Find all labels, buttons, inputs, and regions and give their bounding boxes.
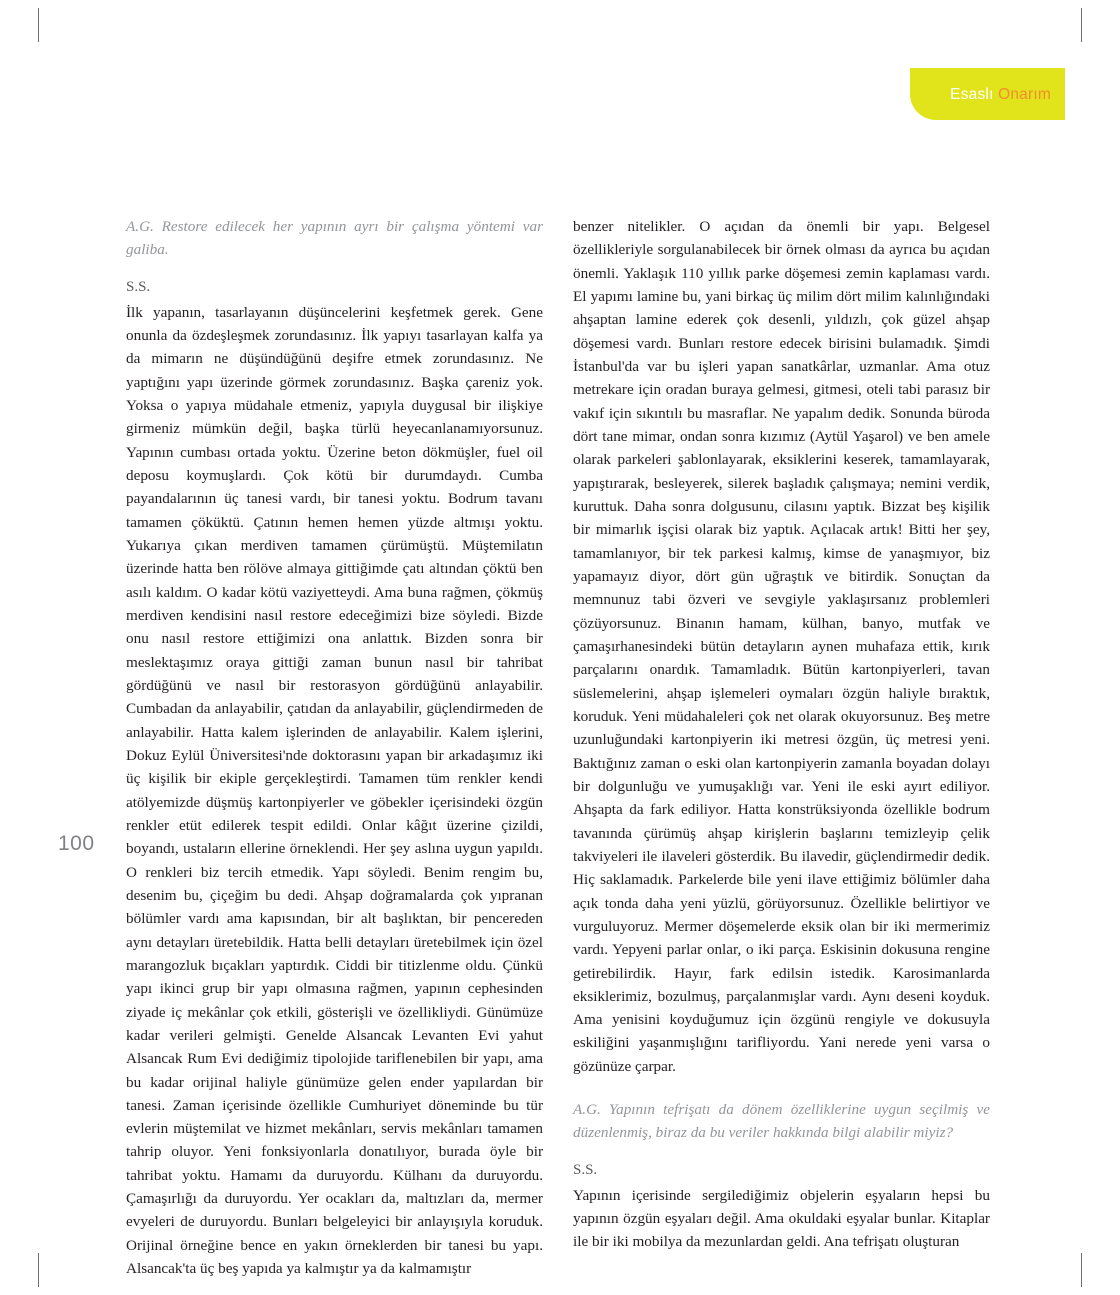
section-badge-label (910, 86, 1051, 104)
left-text-column (126, 215, 543, 1280)
interviewer-question-right: A.G. Yapının tefrişatı da dönem özelliklerine uygun seçilmiş ve düzenlenmiş, biraz da bu veriler hakkında bilgi alabilir miyiz? (573, 1101, 990, 1142)
crop-mark-top-left (38, 8, 39, 42)
body-paragraph-left: İlk yapanın, tasarlayanın düşüncelerini keşfetmek gerek. Gene onunla da özdeşleşmek zorundasınız. İlk yapıyı tasarlayan kalfa ya da mimarın ne düşündüğünü deşifre etmek zorundasınız. Ne yaptığını yapı üzerinde görmek zorundasınız. Başka çareniz yok. Yoksa o yapıya müdahale etmeniz, yapıyla duygusal bir ilişkiye girmeniz mümkün değil, başka türlü heyecanlanamıyorsunuz. Yapının cumbası ortada yoktu. Üzerine beton dökmüşler, fuel oil deposu koymuşlardı. Çok kötü bir durumdaydı. Cumba payandalarının üç tanesi vardı, bir tanesi yoktu. Bodrum tavanı tamamen çöküktü. Çatının hemen hemen yüzde altmışı yoktu. Yukarıya çıkan merdiven tamamen çürümüştü. Müştemilatın üzerinde hatta ben rölöve almaya gittiğimde çatı altından çöktü ben asılı kaldım. O kadar kötü vaziyetteydi. Ama buna rağmen, çökmüş merdiven kendisini nasıl restore edeceğimizi bize söyledi. Bizde onu nasıl restore ettiğimizi ona anlattık. Bizden sonra bir meslektaşımız oraya gittiği zaman bunun nasıl bir tahribat gördüğünü ve nasıl bir restorasyon gördüğünü anlayabilir. Cumbadan da anlayabilir, çatıdan da anlayabilir, güçlendirmeden de anlayabilir. Hatta kalem işlerinden de anlayabilir. Kalem işlerini, Dokuz Eylül Üniversitesi'nde doktorasını yapan bir arkadaşımız iki üç kişilik bir ekiple gerçekleştirdi. Tamamen tüm renkler kendi atölyemizde düşmüş kartonpiyerler ve göbekler içerisindeki özgün renkler etüt edilerek tespit edildi. Onlar kâğıt üzerine çizildi, boyandı, ustaların ellerine örneklendi. Her şey aslına uygun yapıldı. O renkleri biz tercih etmedik. Yapı söyledi. Benim rengim bu, desenim bu, çiçeğim bu dedi. Ahşap doğramalarda çok yıpranan bölümler vardı ama kapısından, bir alt başlıktan, bir pencereden aynı detayları üretebildik. Hatta belli detayları üretebilmek için özel marangozluk bıçakları yaptırdık. Ciddi bir titizlenme oldu. Çünkü yapı ikinci grup bir yapı olmasına rağmen, yapının cephesinden ziyade iç mekânlar çok etkili, gösterişli ve özellikliydi. Günümüze kadar verileri gelmişti. Genelde Alsancak Levanten Evi yahut Alsancak Rum Evi dediğimiz tipolojide tariflenebilen bir yapı, ama bu kadar orijinal haliyle günümüze gelen ender yapılardan bir tanesi. Zaman içerisinde özellikle Cumhuriyet döneminde bu tür evlerin müştemilat ve hizmet mekânları, servis mekânları tamamen tahrip oluyor. Yeni fonksiyonlarla donatılıyor, burada öyle bir tahribat yoktu. Hamamı da duruyordu. Külhanı da duruyordu. Çamaşırlığı da duruyordu. Yer ocakları da, maltızları da, mermer evyeleri de duruyordu. Bunları belgeleyici bir anlayışıyla koruduk. Orijinal örneğine bence en yakın örneklerden bir tanesi bu yapı. Alsancak'ta üç beş yapıda ya kalmıştır ya da kalmamıştır (126, 303, 543, 1278)
speaker-label-left: S.S. (126, 278, 151, 295)
section-badge-word-2: Onarım (998, 86, 1051, 103)
right-text-column (573, 215, 990, 1254)
speaker-label-right: S.S. (573, 1161, 598, 1178)
interviewer-question-left: A.G. Restore edilecek her yapının ayrı bir çalışma yöntemi var galiba. (126, 218, 543, 259)
crop-mark-top-right (1081, 8, 1082, 42)
page-number: 100 (58, 832, 95, 855)
section-badge (910, 68, 1065, 120)
crop-mark-bottom-right (1081, 1253, 1082, 1287)
body-paragraph-right-bottom: Yapının içerisinde sergilediğimiz objelerin eşyaların hepsi bu yapının özgün eşyaları değil. Ama okuldaki eşyalar bunlar. Kitaplar ile bir iki mobilya da mezunlardan geldi. Ana tefrişatı oluşturan (573, 1186, 990, 1251)
section-badge-word-1: Esaslı (950, 86, 994, 103)
crop-mark-bottom-left (38, 1253, 39, 1287)
body-paragraph-right-top: benzer nitelikler. O açıdan da önemli bir yapı. Belgesel özellikleriyle sorgulanabilecek bir örnek olması da ayrıca bu açıdan önemli. Yaklaşık 110 yıllık parke döşemesi zemin kaplaması vardı. El yapımı lamine bu, yani birkaç üç milim dört milim kalınlığındaki ahşaptan lamine ederek çok desenli, yıldızlı, çok güzel ahşap döşemesi vardı. Bunları restore edecek birisini bulamadık. Şimdi İstanbul'da var bu işleri yapan sanatkârlar, uzmanlar. Ama otuz metrekare için oradan buraya gelmesi, gitmesi, oteli tabi parasız bir vakıf için sıkıntılı bu masraflar. Ne yapalım dedik. Sonunda büroda dört tane mimar, ondan sonra kızımız (Aytül Yaşarol) ve ben amele olarak parkeleri şablonlayarak, eksiklerini keserek, tamamlayarak, yapıştırarak, besleyerek, silerek başladık çalışmaya; nemini verdik, kuruttuk. Daha sonra dolgusunu, cilasını yaptık. Bizzat beş kişilik bir mimarlık işçisi olarak biz yaptık. Açılacak artık! Bitti her şey, tamamlanıyor, bir tek parkesi kalmış, kimse de yanaşmıyor, biz yapamayız diyor, dört gün uğraştık ve bitirdik. Sonuçtan da memnunuz tabi özveri ve sevgiyle yaklaşırsanız problemleri çözüyorsunuz. Binanın hamam, külhan, banyo, mutfak ve çamaşırhanesindeki bütün detayların aynen muhafaza ettik, kırık parçalarını onardık. Tamamladık. Bütün kartonpiyerleri, tavan süslemelerini, ahşap işlemeleri oymaları özgün haliyle bıraktık, koruduk. Yeni müdahaleleri çok net olarak okuyorsunuz. Beş metre uzunluğundaki kartonpiyerin iki metresi özgün, üç metresi yeni. Baktığınız zaman o eski olan kartonpiyerin zamanla boyadan dolayı bir dolgunluğu ve yumuşaklığı var. Yeni ile eski ayırt ediliyor. Ahşapta da fark ediliyor. Hatta konstrüksiyonda özellikle bodrum tavanında çürümüş ahşap kirişlerin başlarını temizleyip çelik takviyeleri ile ilaveleri gösterdik. Bu ilavedir, güçlendirmedir dedik. Hiç saklamadık. Parkelerde bile yeni ilave ettiğimiz bölümler daha açık tonda daha yeni yüzlü, görüyorsunuz. Özellikle belirtiyor ve vurguluyoruz. Mermer döşemelerde eksik olan bir iki mermerimiz vardı. Yepyeni parlar onlar, o iki parça. Eskisinin dokusuna rengine getirebilirdik. Hayır, fark edilsin istedik. Karosimanlarda eksiklerimiz, bozulmuş, parçalanmışlar vardı. Aynı deseni koyduk. Ama yenisini koyduğumuz için özgünü rengiyle ve dokusuyla eskiliğini yaşanmışlığını tarifliyordu. Yani nerede yeni varsa o gözünüze çarpar. (573, 218, 990, 1075)
